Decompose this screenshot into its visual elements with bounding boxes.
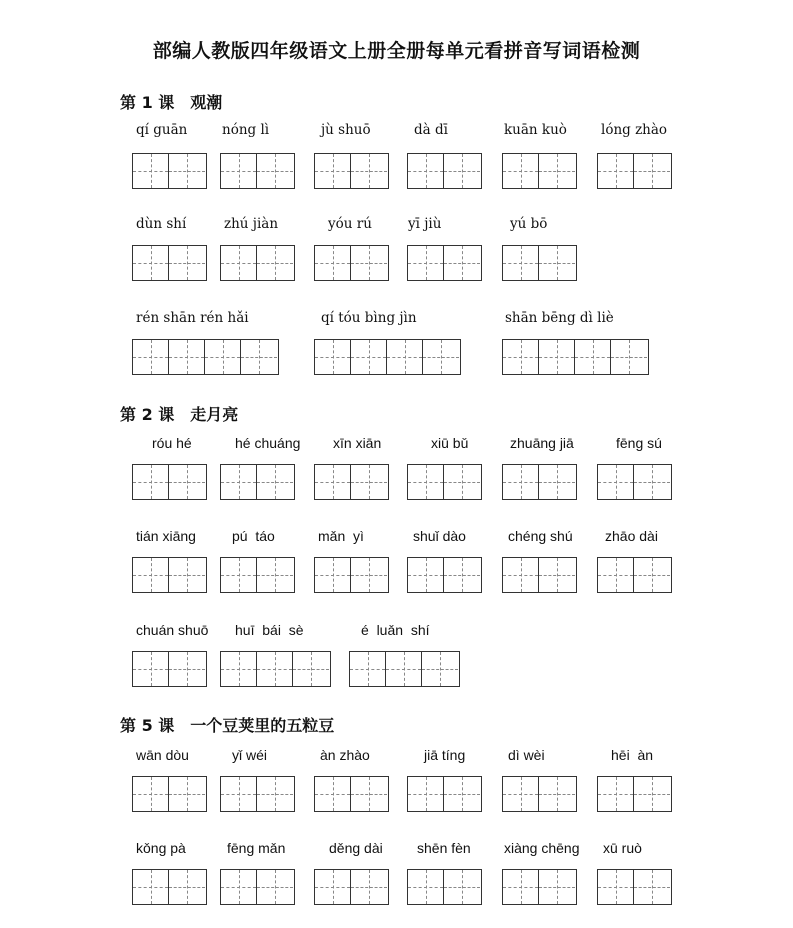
pinyin-label: hēi àn bbox=[611, 747, 654, 763]
tianzi-cell[interactable] bbox=[221, 777, 257, 811]
tianzi-cell[interactable] bbox=[293, 652, 329, 686]
pinyin-label: xiū bǔ bbox=[431, 435, 469, 451]
tianzi-cell[interactable] bbox=[634, 465, 670, 499]
tianzi-cell[interactable] bbox=[315, 777, 351, 811]
tianzi-cell[interactable] bbox=[257, 777, 293, 811]
tianzi-cell[interactable] bbox=[205, 340, 241, 374]
tianzi-cell[interactable] bbox=[408, 154, 444, 188]
tianzi-cell[interactable] bbox=[169, 154, 205, 188]
tianzi-cell[interactable] bbox=[539, 154, 575, 188]
tianzi-cell[interactable] bbox=[408, 870, 444, 904]
writing-grid[interactable] bbox=[597, 464, 672, 500]
tianzi-cell[interactable] bbox=[169, 246, 205, 280]
writing-grid[interactable] bbox=[314, 464, 389, 500]
pinyin-label: xīn xiān bbox=[333, 435, 382, 451]
writing-grid[interactable] bbox=[407, 245, 482, 281]
tianzi-cell[interactable] bbox=[221, 558, 257, 592]
writing-grid[interactable] bbox=[502, 153, 577, 189]
writing-grid[interactable] bbox=[597, 153, 672, 189]
pinyin-label: yóu rú bbox=[328, 216, 372, 232]
tianzi-cell[interactable] bbox=[503, 777, 539, 811]
writing-grid[interactable] bbox=[349, 651, 460, 687]
tianzi-cell[interactable] bbox=[408, 777, 444, 811]
tianzi-cell[interactable] bbox=[422, 652, 458, 686]
pinyin-label: mǎn yì bbox=[318, 528, 364, 544]
writing-grid[interactable] bbox=[314, 153, 389, 189]
writing-grid[interactable] bbox=[132, 869, 207, 905]
writing-grid[interactable] bbox=[220, 153, 295, 189]
pinyin-label: fēng sú bbox=[616, 435, 662, 451]
pinyin-label: zhāo dài bbox=[605, 528, 658, 544]
tianzi-cell[interactable] bbox=[169, 340, 205, 374]
tianzi-cell[interactable] bbox=[133, 870, 169, 904]
tianzi-cell[interactable] bbox=[351, 465, 387, 499]
tianzi-cell[interactable] bbox=[444, 465, 480, 499]
tianzi-cell[interactable] bbox=[539, 777, 575, 811]
tianzi-cell[interactable] bbox=[241, 340, 277, 374]
tianzi-cell[interactable] bbox=[351, 558, 387, 592]
lesson-name: 观潮 bbox=[190, 93, 223, 112]
writing-grid[interactable] bbox=[220, 776, 295, 812]
writing-grid[interactable] bbox=[220, 651, 331, 687]
writing-grid[interactable] bbox=[407, 869, 482, 905]
writing-grid[interactable] bbox=[597, 869, 672, 905]
tianzi-cell[interactable] bbox=[133, 340, 169, 374]
tianzi-cell[interactable] bbox=[351, 777, 387, 811]
tianzi-cell[interactable] bbox=[611, 340, 647, 374]
tianzi-cell[interactable] bbox=[408, 246, 444, 280]
writing-grid[interactable] bbox=[502, 464, 577, 500]
pinyin-label: shān bēng dì liè bbox=[505, 310, 614, 326]
tianzi-cell[interactable] bbox=[169, 558, 205, 592]
writing-grid[interactable] bbox=[220, 869, 295, 905]
pinyin-label: chéng shú bbox=[508, 528, 573, 544]
tianzi-cell[interactable] bbox=[634, 870, 670, 904]
pinyin-label: jù shuō bbox=[321, 122, 371, 138]
tianzi-cell[interactable] bbox=[221, 246, 257, 280]
writing-grid[interactable] bbox=[502, 557, 577, 593]
tianzi-cell[interactable] bbox=[133, 652, 169, 686]
tianzi-cell[interactable] bbox=[257, 558, 293, 592]
page-title: 部编人教版四年级语文上册全册每单元看拼音写词语检测 bbox=[152, 40, 641, 62]
lesson-name: 一个豆荚里的五粒豆 bbox=[190, 716, 335, 735]
tianzi-cell[interactable] bbox=[539, 558, 575, 592]
tianzi-cell[interactable] bbox=[315, 246, 351, 280]
tianzi-cell[interactable] bbox=[169, 777, 205, 811]
writing-grid[interactable] bbox=[132, 464, 207, 500]
lesson-number: 第 5 课 bbox=[120, 716, 175, 735]
pinyin-label: é luǎn shí bbox=[361, 622, 430, 638]
lesson-heading bbox=[120, 402, 238, 425]
pinyin-label: xiàng chēng bbox=[504, 840, 580, 856]
lesson-name: 走月亮 bbox=[190, 405, 239, 424]
pinyin-label: lóng zhào bbox=[601, 122, 668, 138]
tianzi-cell[interactable] bbox=[444, 777, 480, 811]
tianzi-cell[interactable] bbox=[598, 465, 634, 499]
lesson-number: 第 1 课 bbox=[120, 93, 175, 112]
pinyin-label: xū ruò bbox=[603, 840, 642, 856]
writing-grid[interactable] bbox=[407, 153, 482, 189]
lesson-heading bbox=[120, 713, 334, 736]
pinyin-label: yǐ wéi bbox=[232, 747, 268, 763]
pinyin-label: yī jiù bbox=[408, 216, 442, 232]
pinyin-label: jiā tíng bbox=[424, 747, 466, 763]
pinyin-label: dùn shí bbox=[136, 216, 187, 232]
tianzi-cell[interactable] bbox=[539, 340, 575, 374]
pinyin-label: dà dī bbox=[414, 122, 448, 138]
tianzi-cell[interactable] bbox=[575, 340, 611, 374]
writing-grid[interactable] bbox=[502, 245, 577, 281]
tianzi-cell[interactable] bbox=[315, 558, 351, 592]
writing-grid[interactable] bbox=[407, 464, 482, 500]
tianzi-cell[interactable] bbox=[133, 777, 169, 811]
writing-grid[interactable] bbox=[314, 776, 389, 812]
writing-grid[interactable] bbox=[132, 153, 207, 189]
writing-grid[interactable] bbox=[597, 557, 672, 593]
writing-grid[interactable] bbox=[502, 869, 577, 905]
tianzi-cell[interactable] bbox=[315, 465, 351, 499]
pinyin-label: pú táo bbox=[232, 528, 275, 544]
tianzi-cell[interactable] bbox=[444, 246, 480, 280]
tianzi-cell[interactable] bbox=[598, 777, 634, 811]
tianzi-cell[interactable] bbox=[133, 465, 169, 499]
pinyin-label: wān dòu bbox=[136, 747, 189, 763]
tianzi-cell[interactable] bbox=[634, 558, 670, 592]
pinyin-label: rén shān rén hǎi bbox=[136, 310, 249, 326]
pinyin-label: hé chuáng bbox=[235, 435, 301, 451]
tianzi-cell[interactable] bbox=[539, 870, 575, 904]
writing-grid[interactable] bbox=[220, 245, 295, 281]
lesson-heading bbox=[120, 90, 222, 113]
writing-grid[interactable] bbox=[314, 557, 389, 593]
pinyin-label: kuān kuò bbox=[504, 122, 567, 138]
tianzi-cell[interactable] bbox=[169, 465, 205, 499]
tianzi-cell[interactable] bbox=[315, 154, 351, 188]
tianzi-cell[interactable] bbox=[503, 154, 539, 188]
pinyin-label: shuǐ dào bbox=[413, 528, 466, 544]
pinyin-label: zhú jiàn bbox=[224, 216, 279, 232]
writing-grid[interactable] bbox=[407, 557, 482, 593]
writing-grid[interactable] bbox=[132, 651, 207, 687]
tianzi-cell[interactable] bbox=[257, 154, 293, 188]
tianzi-cell[interactable] bbox=[598, 870, 634, 904]
tianzi-cell[interactable] bbox=[221, 465, 257, 499]
pinyin-label: kǒng pà bbox=[136, 840, 186, 856]
writing-grid[interactable] bbox=[132, 776, 207, 812]
tianzi-cell[interactable] bbox=[423, 340, 459, 374]
pinyin-label: róu hé bbox=[152, 435, 192, 451]
tianzi-cell[interactable] bbox=[503, 340, 539, 374]
tianzi-cell[interactable] bbox=[133, 558, 169, 592]
tianzi-cell[interactable] bbox=[133, 154, 169, 188]
pinyin-label: àn zhào bbox=[320, 747, 370, 763]
tianzi-cell[interactable] bbox=[315, 870, 351, 904]
writing-grid[interactable] bbox=[407, 776, 482, 812]
writing-grid[interactable] bbox=[132, 557, 207, 593]
tianzi-cell[interactable] bbox=[351, 154, 387, 188]
writing-grid[interactable] bbox=[220, 557, 295, 593]
pinyin-label: shēn fèn bbox=[417, 840, 471, 856]
tianzi-cell[interactable] bbox=[444, 870, 480, 904]
tianzi-cell[interactable] bbox=[408, 558, 444, 592]
writing-grid[interactable] bbox=[132, 339, 279, 375]
writing-grid[interactable] bbox=[314, 339, 461, 375]
tianzi-cell[interactable] bbox=[387, 340, 423, 374]
tianzi-cell[interactable] bbox=[221, 154, 257, 188]
pinyin-label: tián xiāng bbox=[136, 528, 196, 544]
tianzi-cell[interactable] bbox=[351, 870, 387, 904]
tianzi-cell[interactable] bbox=[444, 154, 480, 188]
writing-grid[interactable] bbox=[132, 245, 207, 281]
writing-grid[interactable] bbox=[314, 869, 389, 905]
tianzi-cell[interactable] bbox=[386, 652, 422, 686]
pinyin-label: huī bái sè bbox=[235, 622, 304, 638]
writing-grid[interactable] bbox=[220, 464, 295, 500]
tianzi-cell[interactable] bbox=[634, 777, 670, 811]
pinyin-label: qí tóu bìng jìn bbox=[321, 310, 417, 326]
writing-grid[interactable] bbox=[502, 339, 649, 375]
pinyin-label: fēng mǎn bbox=[227, 840, 286, 856]
tianzi-cell[interactable] bbox=[221, 652, 257, 686]
writing-grid[interactable] bbox=[314, 245, 389, 281]
tianzi-cell[interactable] bbox=[351, 246, 387, 280]
tianzi-cell[interactable] bbox=[408, 465, 444, 499]
writing-grid[interactable] bbox=[597, 776, 672, 812]
tianzi-cell[interactable] bbox=[503, 246, 539, 280]
pinyin-label: yú bō bbox=[510, 216, 548, 232]
tianzi-cell[interactable] bbox=[351, 340, 387, 374]
pinyin-label: děng dài bbox=[329, 840, 383, 856]
pinyin-label: chuán shuō bbox=[136, 622, 209, 638]
tianzi-cell[interactable] bbox=[503, 465, 539, 499]
tianzi-cell[interactable] bbox=[315, 340, 351, 374]
lesson-number: 第 2 课 bbox=[120, 405, 175, 424]
tianzi-cell[interactable] bbox=[503, 870, 539, 904]
tianzi-cell[interactable] bbox=[598, 154, 634, 188]
tianzi-cell[interactable] bbox=[257, 870, 293, 904]
tianzi-cell[interactable] bbox=[598, 558, 634, 592]
tianzi-cell[interactable] bbox=[133, 246, 169, 280]
tianzi-cell[interactable] bbox=[169, 652, 205, 686]
pinyin-label: dì wèi bbox=[508, 747, 545, 763]
writing-grid[interactable] bbox=[502, 776, 577, 812]
pinyin-label: nóng lì bbox=[222, 122, 270, 138]
pinyin-label: zhuāng jiā bbox=[510, 435, 574, 451]
tianzi-cell[interactable] bbox=[257, 465, 293, 499]
tianzi-cell[interactable] bbox=[257, 652, 293, 686]
pinyin-label: qí guān bbox=[136, 122, 188, 138]
tianzi-cell[interactable] bbox=[350, 652, 386, 686]
tianzi-cell[interactable] bbox=[539, 465, 575, 499]
tianzi-cell[interactable] bbox=[221, 870, 257, 904]
tianzi-cell[interactable] bbox=[169, 870, 205, 904]
tianzi-cell[interactable] bbox=[539, 246, 575, 280]
tianzi-cell[interactable] bbox=[444, 558, 480, 592]
tianzi-cell[interactable] bbox=[503, 558, 539, 592]
tianzi-cell[interactable] bbox=[634, 154, 670, 188]
tianzi-cell[interactable] bbox=[257, 246, 293, 280]
